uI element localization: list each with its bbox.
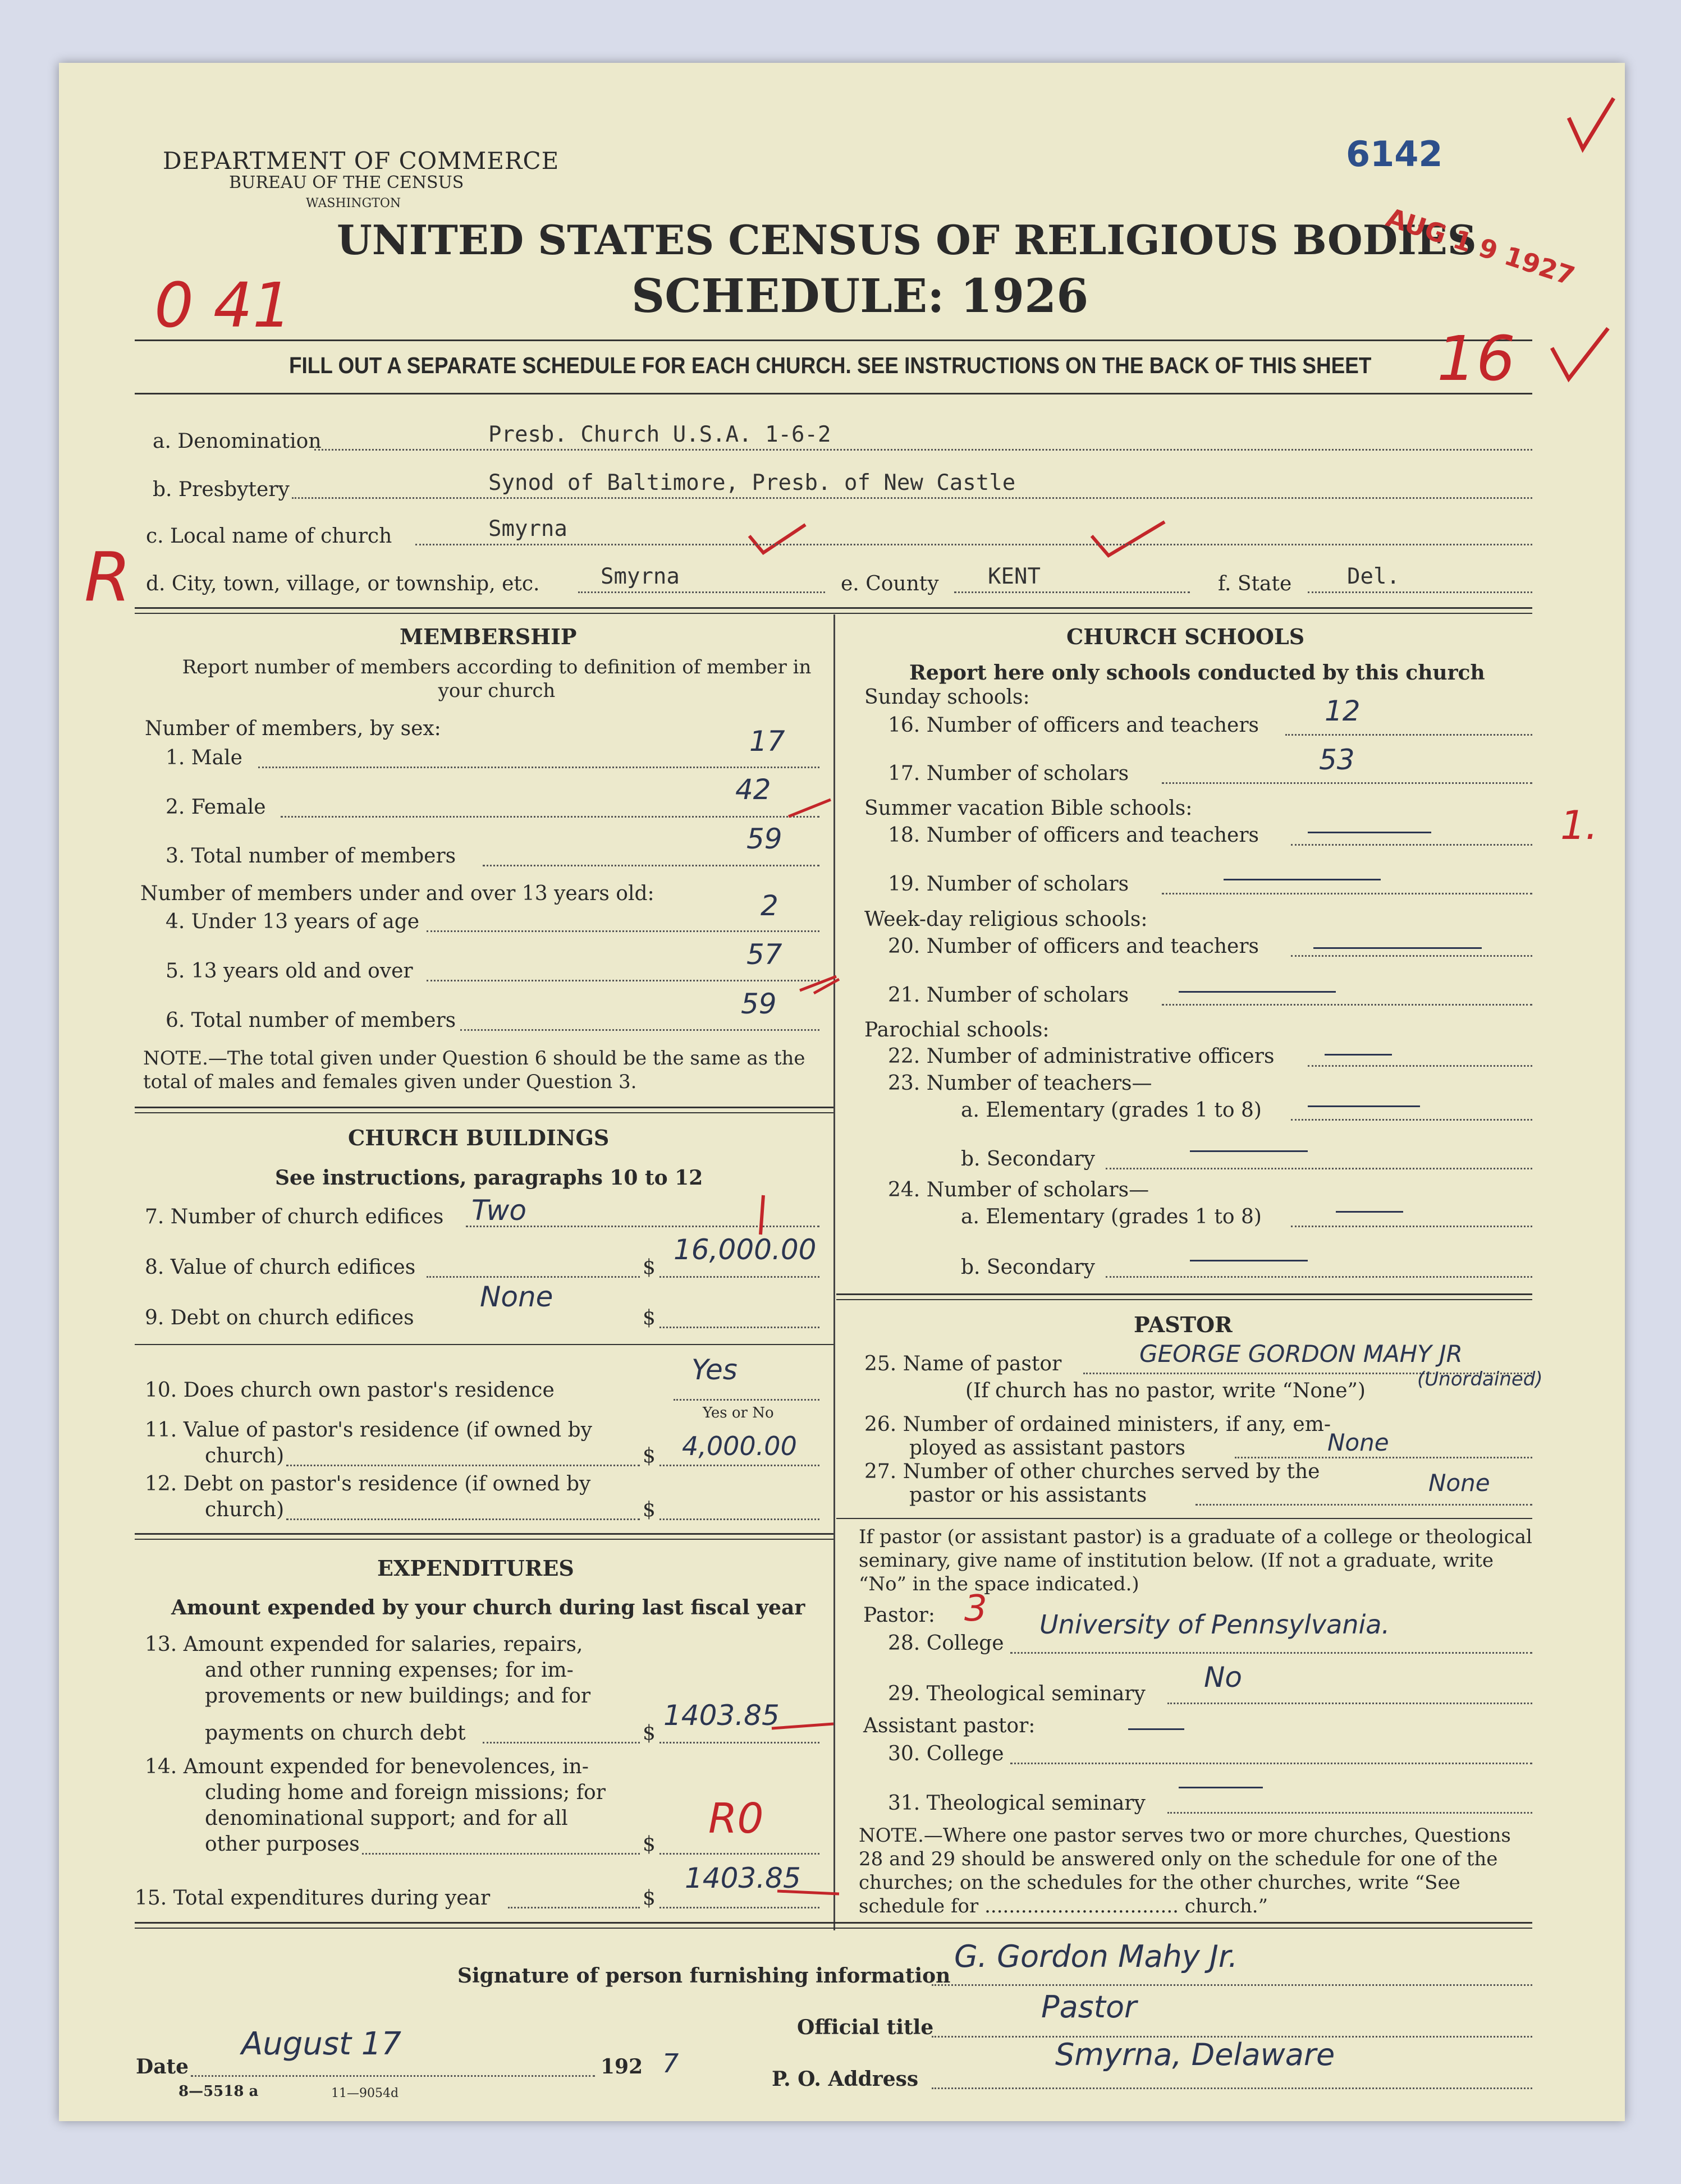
- q3-line: [483, 865, 819, 866]
- local-name-value[interactable]: Smyrna: [488, 516, 567, 542]
- section-rule: [135, 1112, 833, 1113]
- section-rule: [135, 1107, 833, 1108]
- q22-dash: [1325, 1054, 1392, 1056]
- q28-line: [1010, 1652, 1532, 1654]
- q9-amount-line: [659, 1327, 819, 1328]
- red-r-mark: R: [84, 539, 131, 617]
- q15-amount-line: [659, 1907, 819, 1908]
- q17-label: 17. Number of scholars: [888, 762, 1129, 785]
- q14-dollar: $: [643, 1833, 656, 1856]
- date-label: Date: [136, 2055, 189, 2079]
- parochial-schools-label: Parochial schools:: [864, 1018, 1050, 1041]
- q14-line-4: other purposes: [205, 1833, 360, 1856]
- q9-value[interactable]: None: [480, 1281, 553, 1313]
- q6-label: 6. Total number of members: [166, 1009, 456, 1032]
- year-prefix: 192: [601, 2055, 643, 2079]
- q19-label: 19. Number of scholars: [888, 873, 1129, 896]
- q1-line: [258, 767, 819, 768]
- q24b-line: [1106, 1276, 1532, 1278]
- q9-label: 9. Debt on church edifices: [145, 1306, 414, 1329]
- q29-label: 29. Theological seminary: [888, 1682, 1146, 1705]
- q17-value[interactable]: 53: [1319, 744, 1355, 776]
- q14-line-1: 14. Amount expended for benevolences, in-: [145, 1755, 589, 1778]
- denomination-label: a. Denomination: [153, 430, 322, 453]
- expenditures-heading: EXPENDITURES: [377, 1556, 574, 1581]
- weekday-schools-label: Week-day religious schools:: [864, 908, 1148, 931]
- q8-dollar: $: [643, 1256, 656, 1279]
- q4-label: 4. Under 13 years of age: [166, 910, 420, 933]
- signature-value[interactable]: G. Gordon Mahy Jr.: [954, 1939, 1238, 1974]
- state-value[interactable]: Del.: [1347, 564, 1400, 589]
- q10-hint: Yes or No: [703, 1405, 774, 1421]
- q24-label: 24. Number of scholars—: [888, 1178, 1149, 1201]
- q7-label: 7. Number of church edifices: [145, 1205, 444, 1228]
- red-one-mark: [746, 1192, 780, 1237]
- q4-line: [427, 930, 819, 932]
- sunday-schools-label: Sunday schools:: [864, 686, 1030, 709]
- q20-line: [1291, 955, 1532, 957]
- red-side-mark: 1.: [1560, 802, 1598, 848]
- membership-note: NOTE.—The total given under Question 6 should be the same as the total of males and females given under Question 3.: [143, 1047, 805, 1093]
- q8-label: 8. Value of church edifices: [145, 1256, 416, 1279]
- q21-dash: [1179, 991, 1336, 993]
- summer-schools-label: Summer vacation Bible schools:: [864, 797, 1193, 820]
- county-value[interactable]: KENT: [988, 564, 1041, 589]
- assistant-pastor-label: Assistant pastor:: [863, 1714, 1036, 1737]
- q19-line: [1162, 893, 1532, 894]
- section-rule: [135, 1533, 833, 1535]
- section-rule: [836, 1299, 1532, 1300]
- q23a-label: a. Elementary (grades 1 to 8): [961, 1099, 1262, 1122]
- received-date-stamp: AUG 1 9 1927: [1382, 202, 1579, 292]
- q25-value[interactable]: GEORGE GORDON MAHY JR: [1139, 1340, 1463, 1368]
- section-rule: [135, 1344, 833, 1345]
- q16-line: [1285, 734, 1532, 736]
- q13-line-4: payments on church debt: [205, 1722, 466, 1745]
- expenditures-intro: Amount expended by your church during last fiscal year: [171, 1596, 805, 1619]
- presbytery-value[interactable]: Synod of Baltimore, Presb. of New Castle: [488, 470, 1016, 495]
- q10-label: 10. Does church own pastor's residence: [145, 1379, 555, 1402]
- section-rule: [135, 613, 1532, 614]
- q13-line: [483, 1742, 640, 1743]
- q12-label: 12. Debt on pastor's residence (if owned by: [145, 1472, 591, 1495]
- q26-value[interactable]: None: [1327, 1429, 1389, 1456]
- q13-amount-line: [659, 1742, 819, 1743]
- signature-label: Signature of person furnishing information: [457, 1964, 951, 1988]
- q29-line: [1167, 1703, 1532, 1704]
- q15-dollar: $: [643, 1887, 656, 1910]
- q14-line-2: cluding home and foreign missions; for: [205, 1781, 606, 1804]
- q23b-line: [1106, 1168, 1532, 1169]
- denomination-value[interactable]: Presb. Church U.S.A. 1-6-2: [488, 422, 831, 447]
- presbytery-label: b. Presbytery: [153, 478, 290, 501]
- red-code-mark: 0 41: [154, 269, 292, 341]
- q10-line: [674, 1399, 819, 1401]
- official-title-value[interactable]: Pastor: [1041, 1989, 1137, 2025]
- q23b-dash: [1190, 1150, 1308, 1152]
- schedule-title: SCHEDULE: 1926: [631, 269, 1089, 323]
- buildings-intro: See instructions, paragraphs 10 to 12: [275, 1166, 703, 1190]
- file-number-stamp: 6142: [1346, 134, 1443, 175]
- print-number: 11—9054d: [331, 2086, 399, 2100]
- section-rule: [836, 1293, 1532, 1295]
- buildings-heading: CHURCH BUILDINGS: [348, 1125, 610, 1150]
- q4-value[interactable]: 2: [761, 889, 778, 922]
- q25-hint: (If church has no pastor, write “None”): [965, 1379, 1366, 1402]
- age-intro-label: Number of members under and over 13 years old:: [140, 882, 654, 905]
- pastor-subheading: Pastor:: [863, 1604, 936, 1627]
- q23-label: 23. Number of teachers—: [888, 1072, 1152, 1095]
- local-name-line: [415, 544, 1532, 545]
- q12-line: [286, 1518, 640, 1520]
- q26-line: [1235, 1457, 1532, 1458]
- department-heading: DEPARTMENT OF COMMERCE: [163, 147, 560, 175]
- red-check-icon: [1549, 325, 1611, 387]
- assistant-dash: [1128, 1728, 1184, 1730]
- pastor-note: NOTE.—Where one pastor serves two or more churches, Questions 28 and 29 should be answered only on the schedule for one of the churches; on the schedules for the other churches, write “See schedule for ................................ church.”: [859, 1824, 1511, 1917]
- q27-label: 27. Number of other churches served by the: [864, 1460, 1320, 1483]
- q3-label: 3. Total number of members: [166, 845, 456, 868]
- q18-line: [1291, 844, 1532, 846]
- q2-line: [281, 816, 819, 818]
- q7-value[interactable]: Two: [471, 1194, 526, 1227]
- q2-value[interactable]: 42: [735, 773, 771, 806]
- header-rule-top: [135, 339, 1532, 341]
- q16-value[interactable]: 12: [1325, 695, 1361, 727]
- q18-label: 18. Number of officers and teachers: [888, 824, 1259, 847]
- red-check-icon: [1089, 519, 1167, 558]
- q20-label: 20. Number of officers and teachers: [888, 935, 1259, 958]
- q26-label-cont: ployed as assistant pastors: [909, 1437, 1185, 1460]
- po-address-label: P. O. Address: [772, 2067, 919, 2091]
- signature-line: [932, 1984, 1532, 1986]
- q31-dash: [1179, 1787, 1263, 1788]
- graduate-note: If pastor (or assistant pastor) is a graduate of a college or theological seminary, give name of institution below. (If not a graduate, write “No” in the space indicated.): [859, 1526, 1532, 1595]
- q22-label: 22. Number of administrative officers: [888, 1045, 1275, 1068]
- q24a-line: [1291, 1226, 1532, 1227]
- q25-note: (Unordained): [1417, 1368, 1543, 1391]
- q11-label: 11. Value of pastor's residence (if owned by: [145, 1419, 593, 1442]
- section-rule: [135, 607, 1532, 609]
- q15-label: 15. Total expenditures during year: [135, 1887, 491, 1910]
- footer-rule: [135, 1928, 1532, 1929]
- form-number: 8—5518 a: [178, 2083, 259, 2100]
- q20-dash: [1313, 947, 1482, 949]
- red-tick-icon: [797, 974, 842, 996]
- q14-line-3: denominational support; and for all: [205, 1807, 568, 1830]
- q14-amount-line: [659, 1853, 819, 1855]
- q19-dash: [1224, 879, 1381, 880]
- q28-value[interactable]: University of Pennsylvania.: [1039, 1609, 1390, 1640]
- red-tick-icon: [775, 1877, 842, 1899]
- q18-dash: [1308, 832, 1431, 833]
- local-name-label: c. Local name of church: [146, 525, 392, 548]
- city-heading: WASHINGTON: [306, 196, 401, 210]
- q11-line: [286, 1465, 640, 1466]
- city-value[interactable]: Smyrna: [601, 564, 680, 589]
- q31-label: 31. Theological seminary: [888, 1792, 1146, 1815]
- q10-value[interactable]: Yes: [691, 1353, 738, 1386]
- footer-rule: [135, 1922, 1532, 1924]
- q13-line-1: 13. Amount expended for salaries, repairs,: [145, 1633, 583, 1656]
- official-title-label: Official title: [797, 2016, 934, 2039]
- q11-dollar: $: [643, 1444, 656, 1467]
- members-by-sex-label: Number of members, by sex:: [145, 717, 441, 740]
- membership-heading: MEMBERSHIP: [400, 624, 577, 649]
- q5-line: [427, 980, 819, 981]
- q8-amount-line: [659, 1276, 819, 1278]
- q1-label: 1. Male: [166, 746, 242, 769]
- q11-amount-line: [659, 1465, 819, 1466]
- q26-label: 26. Number of ordained ministers, if any, em-: [864, 1413, 1331, 1436]
- q17-line: [1162, 782, 1532, 784]
- fill-out-instruction: FILL OUT A SEPARATE SCHEDULE FOR EACH CHURCH. SEE INSTRUCTIONS ON THE BACK OF THIS SHEET: [289, 352, 1372, 378]
- q29-value[interactable]: No: [1204, 1661, 1242, 1694]
- q24b-label: b. Secondary: [961, 1256, 1095, 1279]
- q1-value[interactable]: 17: [749, 725, 785, 758]
- red-check-icon: [1566, 95, 1616, 157]
- q30-line: [1010, 1763, 1532, 1764]
- membership-intro: Report number of members according to definition of member in your church: [182, 656, 812, 702]
- form-title: UNITED STATES CENSUS OF RELIGIOUS BODIES: [337, 216, 1477, 264]
- q8-value[interactable]: 16,000.00: [674, 1233, 817, 1266]
- q23b-label: b. Secondary: [961, 1148, 1095, 1171]
- city-line: [578, 591, 825, 593]
- q25-label: 25. Name of pastor: [864, 1352, 1062, 1375]
- po-address-line: [932, 2087, 1532, 2089]
- schools-heading: CHURCH SCHOOLS: [1066, 624, 1305, 649]
- section-rule: [135, 1539, 833, 1540]
- bureau-heading: BUREAU OF THE CENSUS: [229, 173, 464, 192]
- county-line: [954, 591, 1190, 593]
- q8-line: [427, 1276, 640, 1278]
- q14-line: [362, 1853, 640, 1855]
- q24a-label: a. Elementary (grades 1 to 8): [961, 1205, 1262, 1228]
- q16-label: 16. Number of officers and teachers: [888, 714, 1259, 737]
- pastor-heading: PASTOR: [1134, 1312, 1233, 1337]
- q6-line: [460, 1029, 819, 1031]
- year-value[interactable]: 7: [662, 2048, 679, 2079]
- city-label: d. City, town, village, or township, etc.: [146, 572, 540, 595]
- q3-value[interactable]: 59: [746, 823, 782, 855]
- q6-value[interactable]: 59: [741, 988, 777, 1020]
- q24a-dash: [1336, 1211, 1403, 1213]
- q9-dollar: $: [643, 1306, 656, 1329]
- q30-label: 30. College: [888, 1742, 1004, 1765]
- presbytery-line: [292, 497, 1532, 499]
- q21-line: [1162, 1004, 1532, 1006]
- section-rule: [836, 1518, 1532, 1519]
- state-line: [1308, 591, 1532, 593]
- q28-label: 28. College: [888, 1632, 1004, 1655]
- red-tick-icon: [769, 1717, 836, 1734]
- q13-line-2: and other running expenses; for im-: [205, 1659, 574, 1682]
- red-count-mark: 16: [1437, 323, 1515, 394]
- q12-amount-line: [659, 1518, 819, 1520]
- county-label: e. County: [841, 572, 939, 595]
- q31-line: [1167, 1812, 1532, 1814]
- q22-line: [1308, 1065, 1532, 1067]
- q12-label-cont: church): [205, 1498, 285, 1521]
- q24b-dash: [1190, 1260, 1308, 1261]
- q5-label: 5. 13 years old and over: [166, 960, 413, 983]
- q27-label-cont: pastor or his assistants: [909, 1484, 1147, 1507]
- q2-label: 2. Female: [166, 796, 266, 819]
- q27-line: [1196, 1504, 1532, 1506]
- q21-label: 21. Number of scholars: [888, 984, 1129, 1007]
- q15-value[interactable]: 1403.85: [685, 1862, 801, 1894]
- q23a-line: [1291, 1119, 1532, 1121]
- q13-value[interactable]: 1403.85: [663, 1699, 780, 1732]
- date-line: [191, 2075, 595, 2077]
- q11-value[interactable]: 4,000.00: [682, 1431, 797, 1461]
- q12-dollar: $: [643, 1498, 656, 1521]
- po-address-value[interactable]: Smyrna, Delaware: [1055, 2037, 1335, 2072]
- schools-intro: Report here only schools conducted by this church: [909, 661, 1485, 685]
- q15-line: [508, 1907, 640, 1908]
- red-check-icon: [746, 522, 808, 556]
- q14-value[interactable]: R0: [708, 1795, 764, 1843]
- date-value[interactable]: August 17: [241, 2026, 402, 2062]
- denomination-line: [314, 449, 1532, 451]
- red-tick-icon: [786, 797, 836, 825]
- q23a-dash: [1308, 1105, 1420, 1107]
- q11-label-cont: church): [205, 1444, 285, 1467]
- q27-value[interactable]: None: [1428, 1469, 1490, 1497]
- q5-value[interactable]: 57: [746, 938, 782, 971]
- red-pastor-number: 3: [964, 1588, 987, 1630]
- state-label: f. State: [1218, 572, 1292, 595]
- header-rule-bottom: [135, 393, 1532, 394]
- q13-line-3: provements or new buildings; and for: [205, 1685, 591, 1708]
- q13-dollar: $: [643, 1722, 656, 1745]
